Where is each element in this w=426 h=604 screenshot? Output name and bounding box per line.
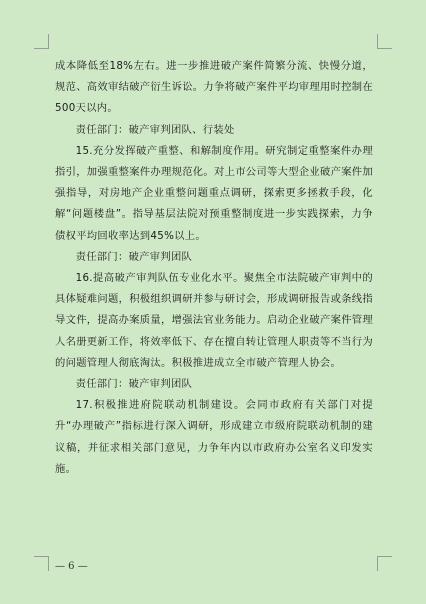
- document-body: [55, 56, 373, 480]
- body-paragraph: 成本降低至18%左右。进一步推进破产案件简繁分流、快慢分道，规范、高效审结破产衍生诉讼。力争将破产案件平均审理用时控制在500天以内。: [55, 60, 373, 115]
- responsible-department: 责任部门：破产审判团队、行装处: [75, 123, 235, 136]
- page-number: — 6 —: [55, 561, 88, 572]
- responsible-department: 责任部门：破产审判团队: [75, 378, 193, 391]
- crop-mark-bottom-left: [34, 556, 49, 571]
- crop-mark-top-right: [377, 34, 392, 49]
- crop-mark-bottom-right: [377, 556, 392, 571]
- body-paragraph: 16.提高破产审判队伍专业化水平。聚焦全市法院破产审判中的具体疑难问题，积极组织调研并参与研讨会，形成调研报告或条线指导文件，提高办案质量，增强法官业务能力。启动企业破产案件管理人名册更新工作，将效率低下、存在擅自转让管理人职责等不当行为的问题管理人彻底淘汰。积极推进成立全市破产管理人协会。: [55, 272, 373, 369]
- responsible-department: 责任部门：破产审判团队: [75, 250, 193, 263]
- body-paragraph: 17.积极推进府院联动机制建设。会同市政府有关部门对提升“办理破产”指标进行深入调研，形成建立市级府院联动机制的建议稿，并征求相关部门意见，力争年内以市政府办公室名义印发实施。: [55, 399, 373, 475]
- crop-mark-top-left: [34, 34, 49, 49]
- body-paragraph: 15.充分发挥破产重整、和解制度作用。研究制定重整案件办理指引，加强重整案件办理规范化。对上市公司等大型企业破产案件加强指导，对房地产企业重整问题重点调研，探索更多拯救手段，化解“问题楼盘”。指导基层法院对预重整制度进一步实践探索，力争债权平均回收率达到45%以上。: [55, 144, 373, 242]
